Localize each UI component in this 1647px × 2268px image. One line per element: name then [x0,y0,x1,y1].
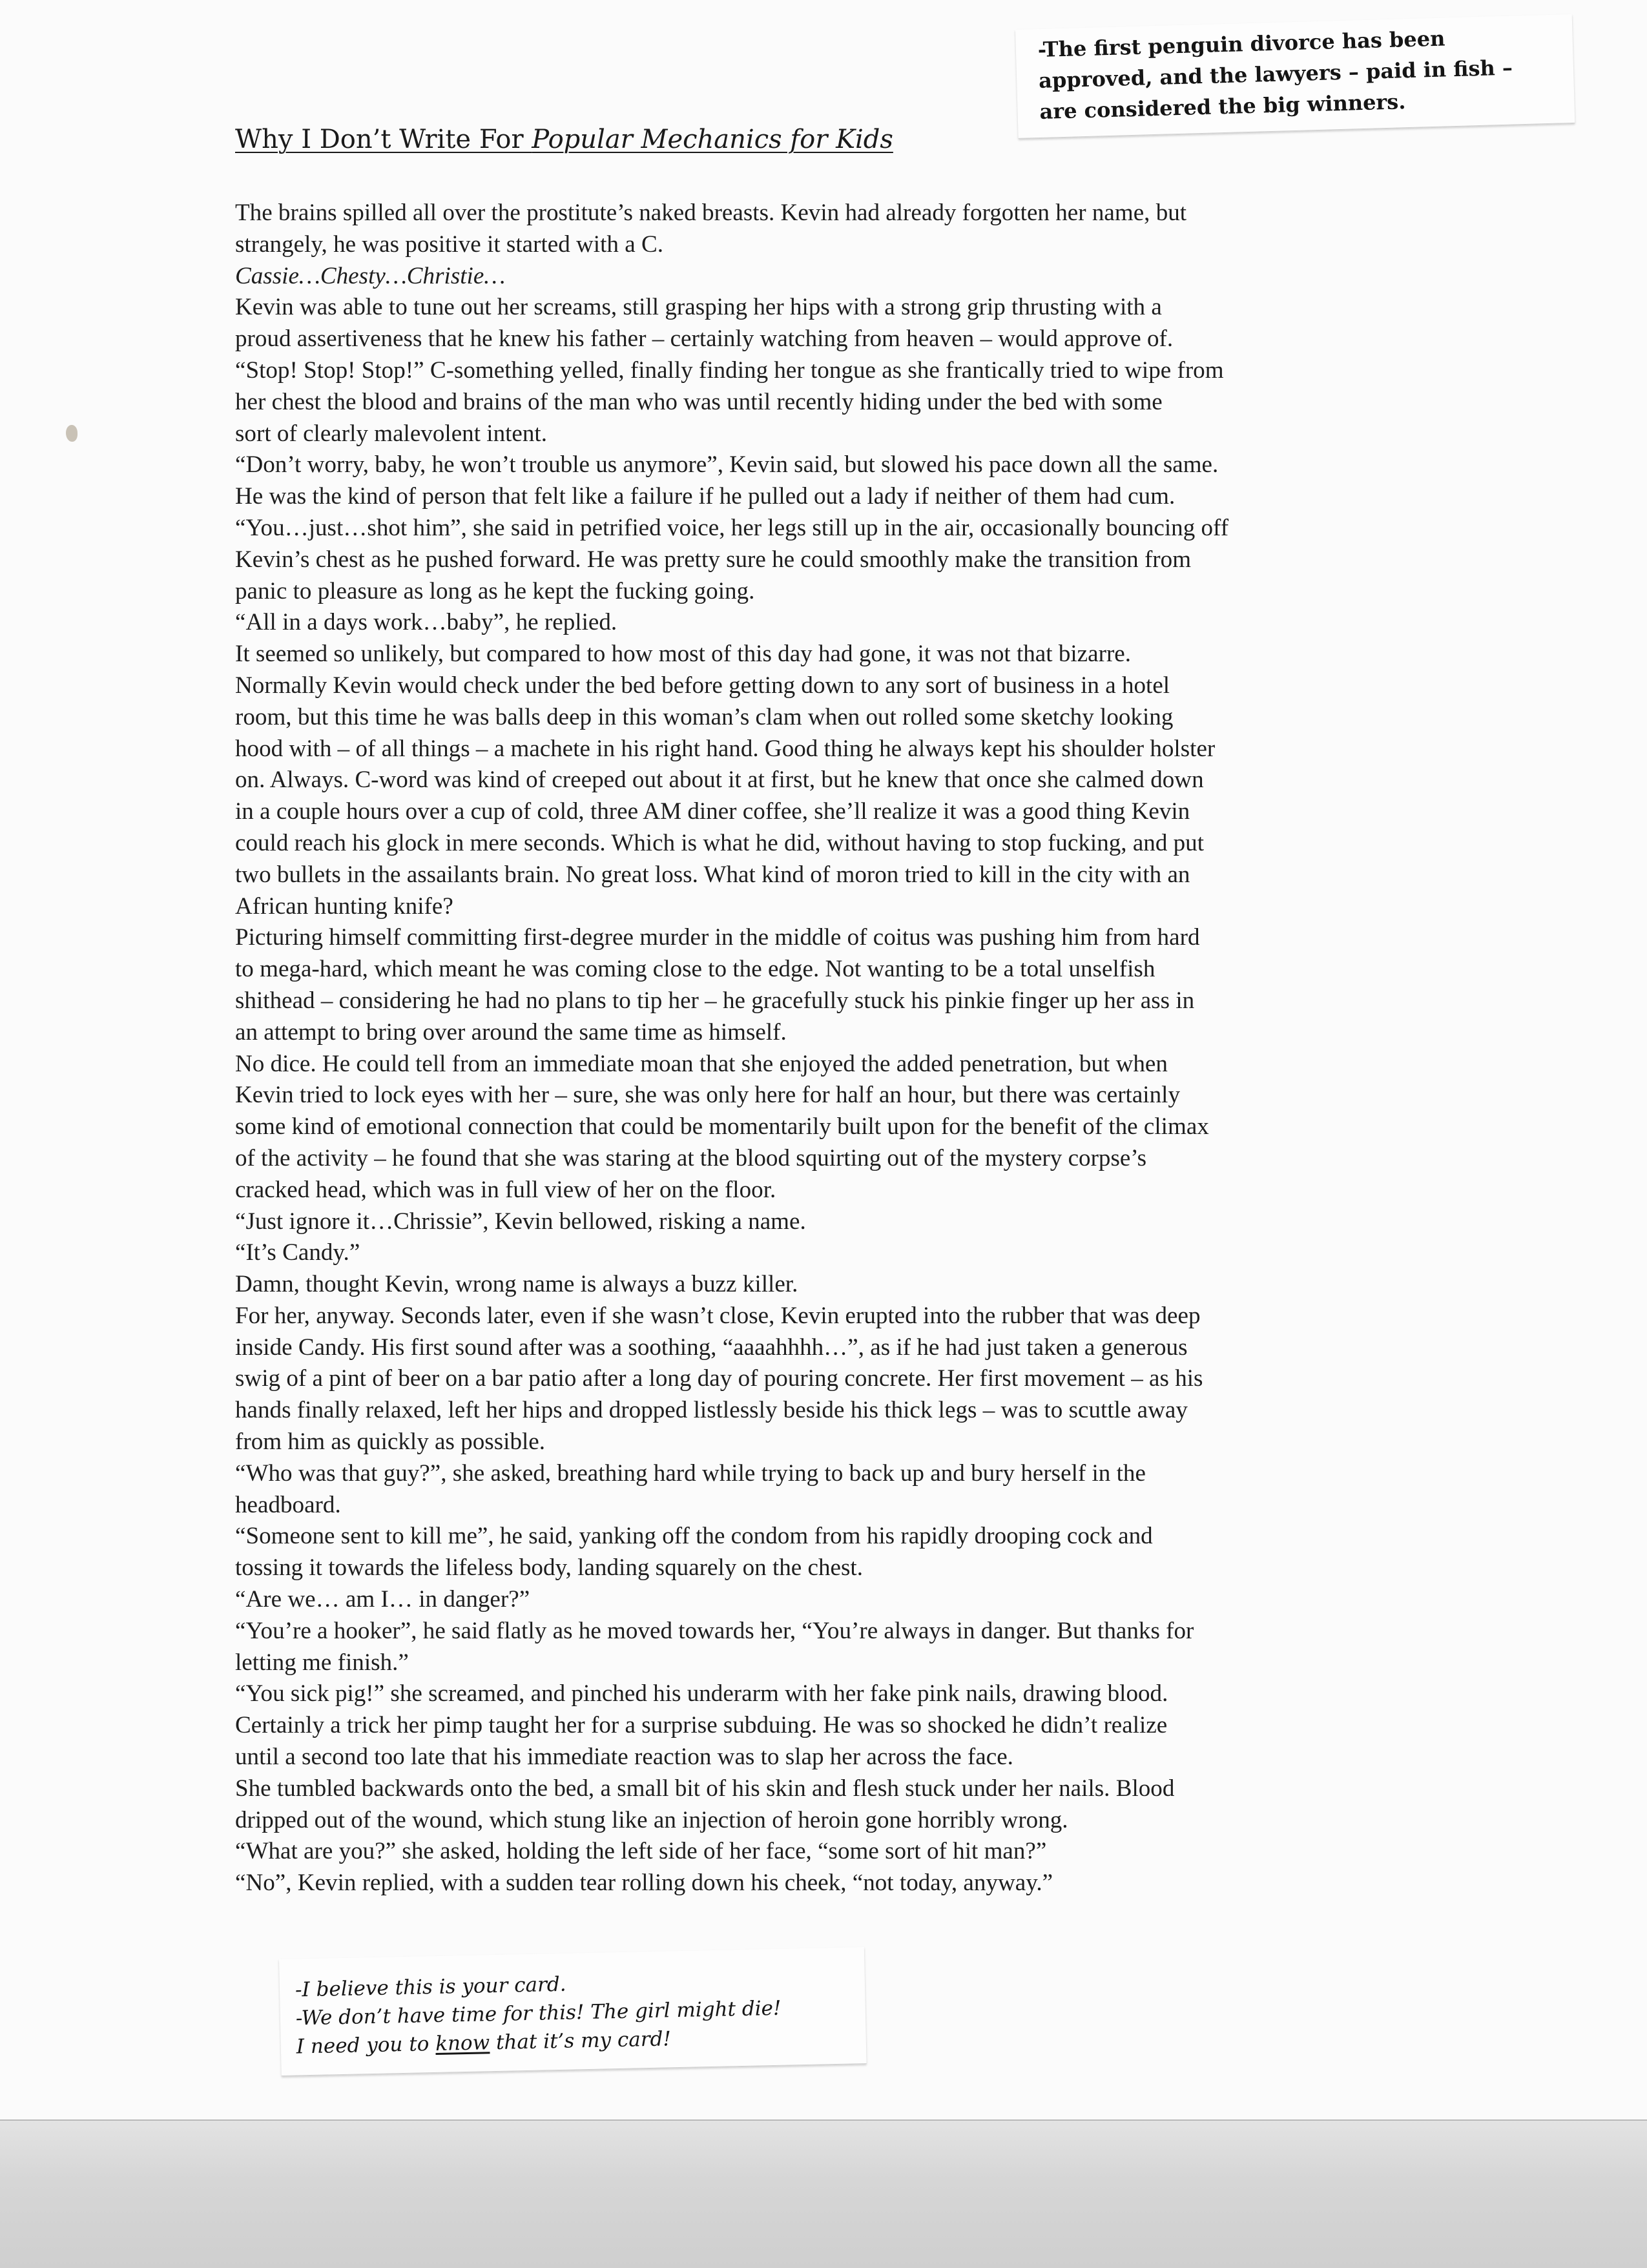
story-line: Picturing himself committing first-degree murder in the middle of coitus was pushing him from hard [235,924,1200,951]
story-title [235,121,893,158]
story-line: “Just ignore it…Chrissie”, Kevin bellowed, risking a name. [235,1208,806,1235]
story-line: “Are we… am I… in danger?” [235,1586,530,1613]
story-line: It seemed so unlikely, but compared to how most of this day had gone, it was not that bizarre. [235,641,1132,668]
story-line: “No”, Kevin replied, with a sudden tear rolling down his cheek, “not today, anyway.” [235,1870,1053,1897]
story-line: “It’s Candy.” [235,1239,360,1266]
story-line: She tumbled backwards onto the bed, a small bit of his skin and flesh stuck under her nails. Blood [235,1775,1175,1802]
story-line: “Don’t worry, baby, he won’t trouble us anymore”, Kevin said, but slowed his pace down all the same. [235,451,1219,479]
clipping-emphasis: know [435,2031,490,2056]
title-prefix: Why I Don’t Write For [235,125,532,154]
clipping-line: -The first penguin divorce has been [1037,26,1445,63]
clipping-text: that it’s my card! [489,2027,672,2055]
story-line: tossing it towards the lifeless body, landing squarely on the chest. [235,1554,864,1582]
story-line: “You sick pig!” she screamed, and pinched his underarm with her fake pink nails, drawing blood. [235,1680,1168,1707]
story-line: could reach his glock in mere seconds. Which is what he did, without having to stop fucking, and put [235,829,1205,856]
story-line: cracked head, which was in full view of her on the floor. [235,1176,776,1203]
story-line: inside Candy. His first sound after was a soothing, “aaaahhhh…”, as if he had just taken a generous [235,1334,1188,1361]
clipping-line: approved, and the lawyers – paid in fish – [1038,55,1513,94]
story-line: “All in a days work…baby”, he replied. [235,609,617,636]
story-line: some kind of emotional connection that could be momentarily built upon for the benefit of the climax [235,1113,1209,1140]
story-line: until a second too late that his immediate reaction was to slap her across the face. [235,1744,1013,1771]
story-line: Certainly a trick her pimp taught her for a surprise subduing. He was so shocked he didn’t realize [235,1712,1168,1739]
story-line: Normally Kevin would check under the bed before getting down to any sort of business in a hotel [235,672,1170,699]
story-line: two bullets in the assailants brain. No great loss. What kind of moron tried to kill in the city with an [235,861,1190,888]
newspaper-clipping-bottom [279,1947,867,2076]
story-line: swig of a pint of beer on a bar patio after a long day of pouring concrete. Her first movement – as his [235,1365,1203,1392]
story-line: hood with – of all things – a machete in his right hand. Good thing he always kept his shoulder holster [235,735,1216,762]
story-line: strangely, he was positive it started with a C. [235,231,663,258]
story-line: from him as quickly as possible. [235,1428,546,1456]
story-line: “Who was that guy?”, she asked, breathing hard while trying to back up and bury herself in the [235,1459,1146,1487]
story-line: “Someone sent to kill me”, he said, yanking off the condom from his rapidly drooping cock and [235,1523,1153,1550]
story-line: in a couple hours over a cup of cold, three AM diner coffee, she’ll realize it was a good thing Kevin [235,798,1190,825]
story-line: sort of clearly malevolent intent. [235,420,548,447]
story-line: Damn, thought Kevin, wrong name is always a buzz killer. [235,1271,798,1298]
story-line: The brains spilled all over the prostitute’s naked breasts. Kevin had already forgotten her name, but [235,200,1187,226]
story-line: room, but this time he was balls deep in this woman’s clam when out rolled some sketchy looking [235,703,1174,730]
clipping-line: are considered the big winners. [1039,89,1406,124]
story-line: Kevin was able to tune out her screams, still grasping her hips with a strong grip thrusting with a [235,294,1162,321]
story-line: African hunting knife? [235,892,453,920]
story-line: He was the kind of person that felt like a failure if he pulled out a lady if neither of them had cum. [235,483,1176,510]
scanner-bed [0,2119,1647,2268]
story-line: “Stop! Stop! Stop!” C-something yelled, finally finding her tongue as she frantically tried to wipe from [235,356,1224,384]
story-line: dripped out of the wound, which stung like an injection of heroin gone horribly wrong. [235,1806,1068,1833]
story-body [235,198,1411,1899]
story-line: on. Always. C-word was kind of creeped out about it at first, but he knew that once she calmed down [235,767,1204,794]
paper-speck [66,425,78,442]
story-line: hands finally relaxed, left her hips and dropped listlessly beside his thick legs – was to scuttle away [235,1397,1188,1424]
title-magazine: Popular Mechanics for Kids [532,125,893,154]
story-line: Cassie…Chesty…Christie… [235,262,506,289]
story-line: “You…just…shot him”, she said in petrified voice, her legs still up in the air, occasionally bouncing off [235,514,1229,541]
story-line: For her, anyway. Seconds later, even if she wasn’t close, Kevin erupted into the rubber that was deep [235,1302,1201,1329]
story-line: Kevin tried to lock eyes with her – sure, she was only here for half an hour, but there was certainly [235,1082,1181,1109]
story-line: to mega-hard, which meant he was coming close to the edge. Not wanting to be a total unselfish [235,956,1155,983]
clipping-line: -We don’t have time for this! The girl might die! [295,1996,782,2030]
story-line: proud assertiveness that he knew his father – certainly watching from heaven – would approve of. [235,325,1174,353]
story-line: Kevin’s chest as he pushed forward. He was pretty sure he could smoothly make the transition from [235,546,1192,573]
story-line: her chest the blood and brains of the man who was until recently hiding under the bed with some [235,388,1163,415]
story-line: an attempt to bring over around the same time as himself. [235,1018,787,1046]
clipping-text: I need you to [296,2032,436,2059]
newspaper-clipping-top [1015,14,1575,139]
story-line: “What are you?” she asked, holding the left side of her face, “some sort of hit man?” [235,1838,1047,1865]
story-line: “You’re a hooker”, he said flatly as he moved towards her, “You’re always in danger. But thanks for [235,1617,1194,1644]
story-line: panic to pleasure as long as he kept the fucking going. [235,577,755,604]
story-line: letting me finish.” [235,1649,409,1676]
clipping-line: -I believe this is your card. [295,1972,566,2002]
story-line: of the activity – he found that she was staring at the blood squirting out of the mystery corpse’s [235,1144,1147,1171]
story-line: headboard. [235,1491,341,1518]
story-line: shithead – considering he had no plans to tip her – he gracefully stuck his pinkie finger up her ass in [235,987,1195,1014]
story-line: No dice. He could tell from an immediate moan that she enjoyed the added penetration, but when [235,1050,1168,1077]
